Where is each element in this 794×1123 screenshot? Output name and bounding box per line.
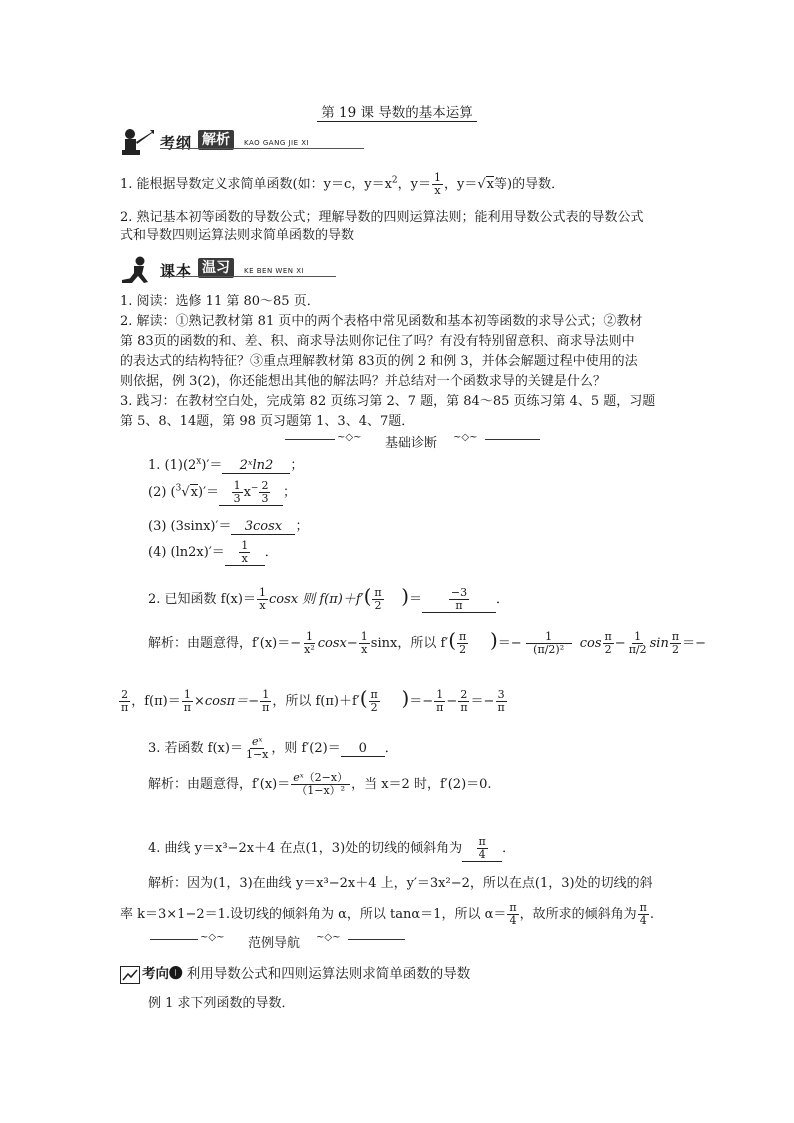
q3-sol-pre: 解析：由题意得，f′(x)＝ (148, 777, 291, 792)
syllabus-banner-rule (160, 148, 364, 149)
q4-question: 4. 曲线 y＝x³−2x＋4 在点(1，3)处的切线的倾斜角为 $\frac{\pi}{4}$ ． (148, 835, 516, 861)
syllabus-item-1-mid: ，y＝ (397, 177, 432, 192)
fraction-numerator: 1 (434, 171, 442, 184)
q2-sol-l2: f(π)＝ (144, 694, 181, 709)
divider-label: 基础诊断 (385, 436, 438, 451)
syllabus-item-1: 1. 能根据导数定义求简单函数(如：y＝c，$y=x^2$，y＝ $\frac{1}{x}$ ，y＝√x等)的导数． (120, 171, 565, 197)
reading-person-icon (120, 128, 156, 156)
q2-sol-mid2: sinx，所以 f′ (370, 636, 449, 651)
q4-pre: 4. 曲线 y＝x³−2x＋4 在点(1，3)处的切线的倾斜角为 (148, 841, 463, 856)
fraction-1-over-x (432, 172, 443, 197)
q2-mid: cosx 则 f(π)＋f′ (268, 592, 364, 607)
divider-bar-right (348, 939, 405, 940)
divider-bar-right (485, 439, 540, 440)
q2-sol-l2b: ×cosπ＝− (193, 694, 260, 709)
review-banner-box: 温习 (198, 258, 234, 278)
example-1-heading: 例 1 求下列函数的导数． (148, 996, 295, 1011)
review-banner-title: 课本 (160, 262, 193, 280)
divider-ornament-right-icon: ~◇~ (316, 932, 341, 943)
q1-answer-4 (225, 540, 265, 566)
exam-direction-heading (120, 962, 470, 984)
q3-post: ，则 f′(2)＝ (271, 741, 341, 756)
q2-answer-den: π (455, 599, 463, 612)
syllabus-item-2-line-1: 2. 熟记基本初等函数的导数公式；理解导数的四则运算法则；能利用导数公式表的导数公式 (120, 210, 644, 225)
q2-sol-l2d: ＝− (409, 694, 434, 709)
q2-pre: 2. 已知函数 f(x)＝ (148, 592, 256, 607)
q4-answer: $\frac{\pi}{4}$ (462, 836, 502, 862)
lesson-title-text: 第 19 课 导数的基本运算 (317, 101, 477, 122)
q2-question: 2. 已知函数 f(x)＝ $\frac{1}{x}$ cosx 则 f(π)＋f′( $\frac{\pi}{2}$ )＝ $\frac{-3}{\pi}$ ． (148, 584, 510, 612)
q2-sol-pre: 解析：由题意得，f′(x)＝− (148, 636, 302, 651)
q4-solution-line-2: 率 k＝3×1−2＝1.设切线的倾斜角为 α，所以 tanα＝1，所以 α＝ $\frac{\pi}{4}$ ，故所求的倾斜角为 $\frac{\pi}{4}$ . (120, 901, 654, 927)
q1-part-4-pre: (4) (ln2x)′＝ (148, 545, 225, 560)
divider-ornament-left-icon: ~◇~ (337, 432, 362, 443)
q3-question: 3. 若函数 f(x)＝ $\frac{\text{eˣ}}{1-x}$ ，则 f′(2)＝ 0 ． (148, 735, 398, 761)
trend-chart-icon (120, 966, 140, 984)
q1-answer-4-num: 1 (241, 539, 249, 552)
syllabus-item-1-prefix: 1. 能根据导数定义求简单函数(如：y＝c，y＝x (120, 177, 392, 192)
q1-answer-4-den: x (241, 552, 248, 565)
section-divider-basic (285, 432, 540, 451)
sqrt-radicand: x (486, 177, 495, 192)
q2-eq: ＝ (409, 592, 423, 607)
q3-solution: 解析：由题意得，f′(x)＝ $\frac{\text{eˣ（2−x）}}{\text{（1−x）²}}$ ，当 x＝2 时，f′(2)＝0. (148, 771, 492, 797)
q2-answer (422, 587, 496, 613)
syllabus-item-2-line-2: 式和导数四则运算法则求简单函数的导数 (120, 228, 355, 243)
syllabus-item-1-mid2: ，y＝ (444, 177, 478, 192)
q1-part-2-post: )′＝ (198, 485, 220, 500)
review-line-1: 1. 阅读：选修 11 第 80～85 页． (120, 294, 320, 309)
q1-part-4: (4) (ln2x)′＝ $\frac{1}{x}$ ． (148, 539, 278, 565)
section-divider-examples (150, 932, 405, 951)
q3-answer: 0 (341, 741, 385, 757)
syllabus-banner-box: 解析 (198, 130, 234, 150)
q4-solution-line-1: 解析：因为(1，3)在曲线 y＝x³−2x＋4 上，y′＝3x²−2，所以在点(1，3)处的切线的斜 (148, 876, 653, 891)
q1-answer-3: 3cosx (231, 519, 295, 535)
running-person-icon (120, 256, 156, 284)
divider-ornament-right-icon: ~◇~ (453, 432, 478, 443)
review-line-5: 则依据，例 3(2)，你还能想出其他的解法吗？并总结对一个函数求导的关键是什么？ (120, 374, 606, 389)
syllabus-item-1-suffix: 等)的导数． (494, 177, 565, 192)
q1-part-1: 1. $(1)(2^x)'=$ 2ˣln2 ； (148, 456, 304, 473)
q2-sol-mid: cosx− (317, 636, 358, 651)
divider-label: 范例导航 (248, 936, 301, 951)
divider-bar-left (150, 939, 198, 940)
q2-solution-line-2: $\frac{2}{\pi}$ ，f(π)＝ $\frac{1}{\pi}$ ×cosπ＝− $\frac{1}{\pi}$ ，所以 f(π)＋f′( $\frac{\pi}{2}$ )＝− $\frac{1}{\pi}$ − $\frac{2}{\pi}$ ＝− $\frac{3}{\pi}$ (121, 686, 505, 714)
q3-sol-post: ，当 x＝2 时，f′(2)＝0. (351, 777, 492, 792)
q4-sol-l2: 率 k＝3×1−2＝1.设切线的倾斜角为 α，所以 tanα＝1，所以 α＝ (120, 907, 507, 922)
q1-answer-2: $\frac{1}{3}$ x− $\frac{2}{3}$ (219, 480, 283, 506)
fraction-denominator: x (434, 184, 441, 197)
q1-part-1-pre: 1. (1)(2 (148, 458, 197, 473)
q2-solution-line-1: 解析：由题意得，f′(x)＝− $\frac{1}{\text{x²}}$ cosx− $\frac{1}{x}$ sinx，所以 f′( $\frac{\pi}{2}$ )＝− $\frac{1}{\text{(π/2)²}}$ cos $\frac{\pi}{2}$ − $\frac{1}{\pi/2}$ sin $\frac{\pi}{2}$ ＝− (148, 628, 706, 656)
review-line-4: 的表达式的结构特征？③重点理解教材第 83页的例 2 和例 3，并体会解题过程中使用的法 (120, 354, 638, 369)
review-line-7: 第 5、8、14题，第 98 页习题第 1、3、4、7题． (120, 414, 415, 429)
lesson-title (0, 101, 794, 122)
q1-part-2-pre: (2) ( (148, 485, 176, 500)
review-line-3: 第 83页的函数的和、差、积、商求导法则你记住了吗？有没有特别留意积、商求导法则中 (120, 334, 635, 349)
q1-part-3: (3) (3sinx)′＝ 3cosx ； (148, 519, 309, 534)
review-line-6: 3. 践习：在教材空白处，完成第 82 页练习第 2、7 题，第 84～85 页练习第 4、5 题，习题 (120, 394, 656, 409)
syllabus-banner-title: 考纲 (160, 134, 193, 152)
q2-sol-l2c: ，所以 f(π)＋f′ (272, 694, 360, 709)
divider-bar-left (285, 439, 335, 440)
q2-answer-num: −3 (450, 586, 468, 599)
q1-part-1-post: )′＝ (201, 458, 223, 473)
exam-direction-text: 利用导数公式和四则运算法则求简单函数的导数 (182, 966, 471, 982)
review-banner-pinyin: KE BEN WEN XI (244, 267, 305, 275)
q3-pre: 3. 若函数 f(x)＝ (148, 741, 243, 756)
q1-part-3-pre: (3) (3sinx)′＝ (148, 519, 232, 534)
syllabus-banner (120, 128, 370, 156)
q4-sol-l2b: ，故所求的倾斜角为 (519, 907, 637, 922)
syllabus-banner-pinyin: KAO GANG JIE XI (244, 139, 310, 147)
review-banner-rule (160, 276, 336, 277)
q1-part-2: (2) ($^3$√x)′＝ $\frac{1}{3}$ x− $\frac{2}{3}$ ； (148, 479, 297, 505)
review-banner (120, 256, 350, 284)
divider-ornament-left-icon: ~◇~ (200, 932, 225, 943)
exam-direction-label: 考向❶ (142, 966, 183, 982)
review-line-2: 2. 解读：①熟记教材第 81 页中的两个表格中常见函数和基本初等函数的求导公式；②教材 (120, 314, 643, 329)
q1-answer-1: 2ˣln2 (222, 458, 290, 474)
